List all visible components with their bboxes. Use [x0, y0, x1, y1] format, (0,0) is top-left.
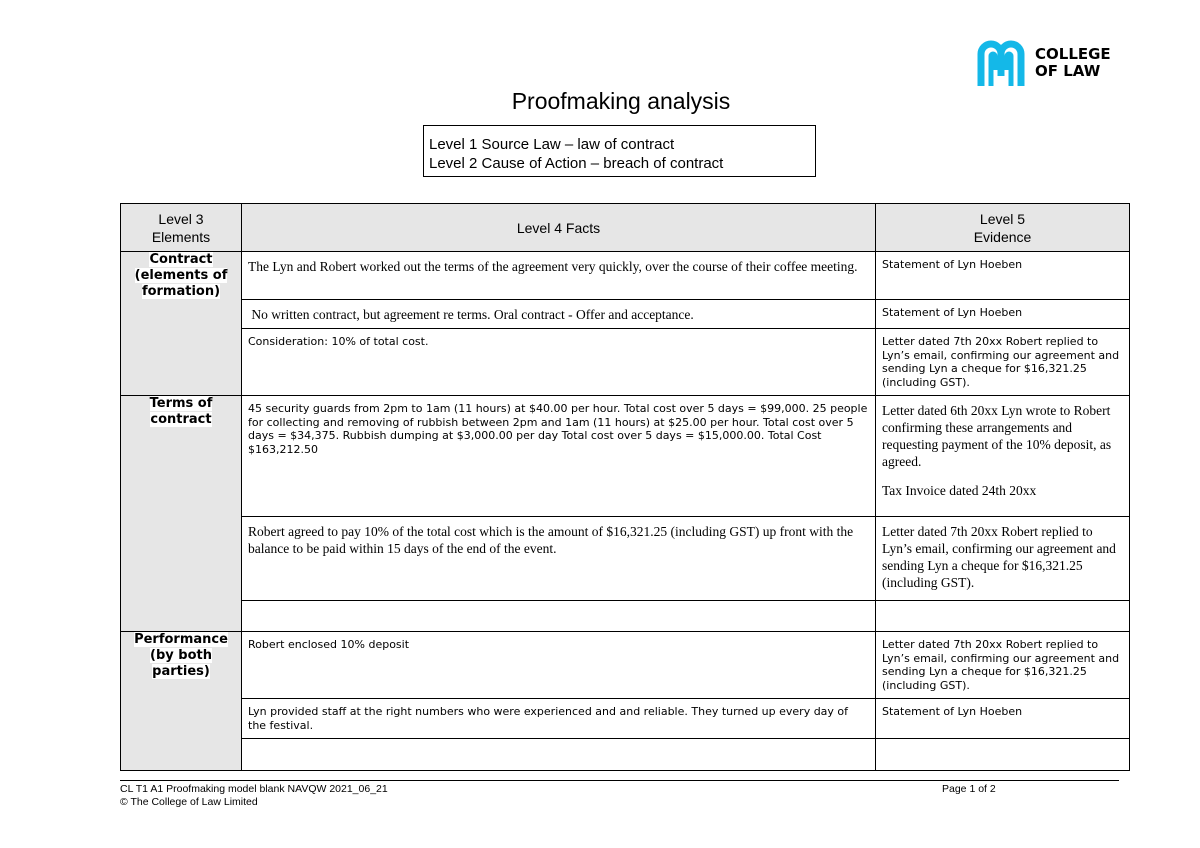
table-row	[121, 396, 1130, 517]
table-row	[121, 300, 1130, 329]
fact-cell: Robert agreed to pay 10% of the total cost which is the amount of $16,321.25 (including GST) up front with the balance to be paid within 15 days of the end of the event.	[242, 517, 876, 601]
fact-cell: Robert enclosed 10% deposit	[242, 632, 876, 699]
college-of-law-logo	[977, 40, 1127, 92]
page-title: Proofmaking analysis	[511, 88, 731, 114]
footer-page-number: Page 1 of 2	[942, 783, 996, 795]
fact-cell	[242, 739, 876, 771]
evidence-cell	[876, 601, 1130, 632]
logo-wordmark: COLLEGE OF LAW	[1035, 45, 1111, 80]
table-row	[121, 252, 1130, 300]
level1-text: Level 1 Source Law – law of contract	[429, 136, 675, 153]
evidence-cell: Letter dated 7th 20xx Robert replied to Lyn’s email, confirming our agreement and sending Lyn a cheque for $16,321.25 (including GST).	[876, 517, 1130, 601]
evidence-cell: Letter dated 7th 20xx Robert replied to Lyn’s email, confirming our agreement and sending Lyn a cheque for $16,321.25 (including GST).	[876, 329, 1130, 396]
source-law-box	[423, 125, 816, 177]
fact-cell: 45 security guards from 2pm to 1am (11 hours) at $40.00 per hour. Total cost over 5 days = $99,000. 25 people for collecting and removing of rubbish between 2pm and 1am (11 hours) at $25.00 per hour. Total cost over 5 days = $34,375. Rubbish dumping at $3,000.00 per day Total cost over 5 days = $15,000.00. Total Cost $163,212.50	[242, 396, 876, 517]
header-evidence: Level 5 Evidence	[876, 204, 1130, 252]
fact-cell: Lyn provided staff at the right numbers who were experienced and and reliable. They turned up every day of the festival.	[242, 699, 876, 739]
fact-cell: Consideration: 10% of total cost.	[242, 329, 876, 396]
footer-doc-id: CL T1 A1 Proofmaking model blank NAVQW 2021_06_21	[120, 783, 388, 795]
evidence-cell: Statement of Lyn Hoeben	[876, 300, 1130, 329]
table-row	[121, 329, 1130, 396]
level2-text: Level 2 Cause of Action – breach of contract	[429, 155, 724, 172]
college-logo-icon	[977, 40, 1029, 88]
header-facts: Level 4 Facts	[242, 204, 876, 252]
fact-cell	[242, 601, 876, 632]
table-row	[121, 517, 1130, 601]
footer-divider	[120, 780, 1119, 781]
header-elements: Level 3 Elements	[121, 204, 242, 252]
element-terms: Terms of contract	[121, 396, 242, 632]
fact-cell: No written contract, but agreement re terms. Oral contract - Offer and acceptance.	[242, 300, 876, 329]
element-performance: Performance (by both parties)	[121, 632, 242, 771]
table-row	[121, 632, 1130, 699]
table-header-row	[121, 204, 1130, 252]
evidence-cell: Statement of Lyn Hoeben	[876, 252, 1130, 300]
table-row	[121, 739, 1130, 771]
footer-left	[120, 783, 388, 809]
table-row	[121, 601, 1130, 632]
evidence-cell: Statement of Lyn Hoeben	[876, 699, 1130, 739]
fact-cell: The Lyn and Robert worked out the terms of the agreement very quickly, over the course of their coffee meeting.	[242, 252, 876, 300]
evidence-cell: Letter dated 6th 20xx Lyn wrote to Robert confirming these arrangements and requesting payment of the 10% deposit, as agreed. Tax Invoice dated 24th 20xx	[876, 396, 1130, 517]
evidence-cell: Letter dated 7th 20xx Robert replied to Lyn’s email, confirming our agreement and sending Lyn a cheque for $16,321.25 (including GST).	[876, 632, 1130, 699]
evidence-cell	[876, 739, 1130, 771]
proofmaking-table	[120, 203, 1130, 771]
footer-copyright: © The College of Law Limited	[120, 796, 258, 808]
table-row	[121, 699, 1130, 739]
element-contract: Contract (elements of formation)	[121, 252, 242, 396]
